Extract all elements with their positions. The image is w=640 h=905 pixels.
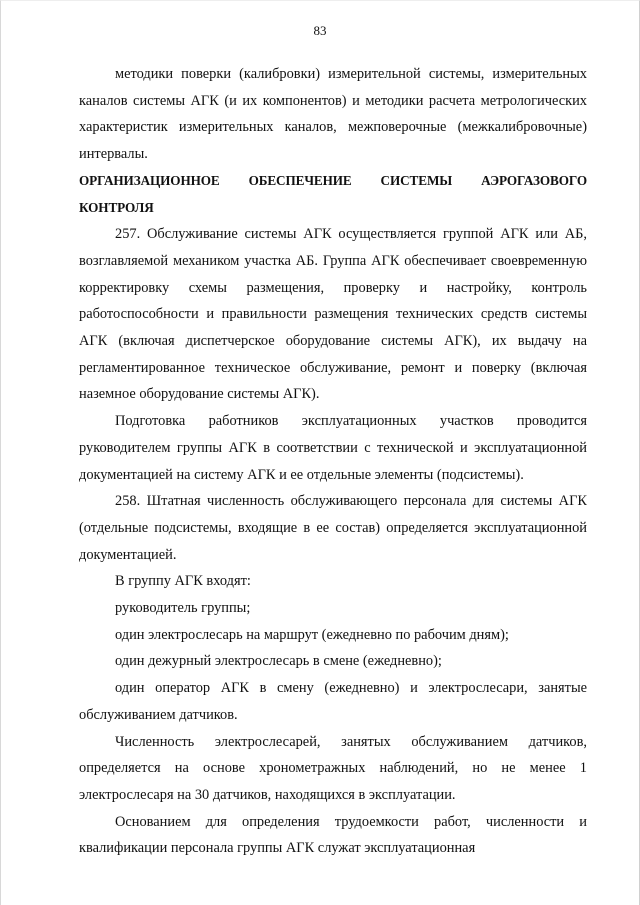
paragraph-258: 258. Штатная численность обслуживающего персонала для системы АГК (отдельные подсистемы, входящие в ее состав) определяется эксплуатационной документацией. [79, 493, 587, 563]
list-item: один оператор АГК в смену (ежедневно) и электрослесари, занятые обслуживанием датчиков. [79, 680, 587, 723]
list-item: один дежурный электрослесарь в смене (ежедневно); [115, 653, 442, 670]
list-item: руководитель группы; [115, 600, 251, 617]
list-item: один электрослесарь на маршрут (ежедневно по рабочим дням); [115, 626, 509, 643]
paragraph-257: 257. Обслуживание системы АГК осуществляется группой АГК или АБ, возглавляемой механиком участка АБ. Группа АГК обеспечивает своевременную корректировку схемы размещения, проверку и настройку, контроль работоспособности и правильности размещения технических средств системы АГК (включая диспетчерское оборудование системы АГК), их выдачу на регламентированное техническое обслуживание, ремонт и поверку (включая наземное оборудование системы АГК). [79, 226, 587, 403]
paragraph-staffing: Численность электрослесарей, занятых обслуживанием датчиков, определяется на основе хронометражных наблюдений, но не менее 1 электрослесаря на 30 датчиков, находящихся в эксплуатации. [79, 733, 587, 803]
paragraph-basis: Основанием для определения трудоемкости работ, численности и квалификации персонала группы АГК служат эксплуатационная [79, 813, 587, 857]
document-body [79, 61, 587, 862]
page-number: 83 [313, 23, 327, 38]
section-heading: ОРГАНИЗАЦИОННОЕ ОБЕСПЕЧЕНИЕ СИСТЕМЫ АЭРОГАЗОВОГО КОНТРОЛЯ [79, 172, 587, 215]
paragraph-training: Подготовка работников эксплуатационных участков проводится руководителем группы АГК в соответствии с технической и эксплуатационной документацией на систему АГК и ее отдельные элементы (подсистемы). [79, 413, 587, 483]
list-intro: В группу АГК входят: [115, 573, 251, 590]
paragraph-intro: методики поверки (калибровки) измерительной системы, измерительных каналов системы АГК (и их компонентов) и методики расчета метрологических характеристик измерительных каналов, межповерочные (межкалибровочные) интервалы. [79, 66, 587, 163]
